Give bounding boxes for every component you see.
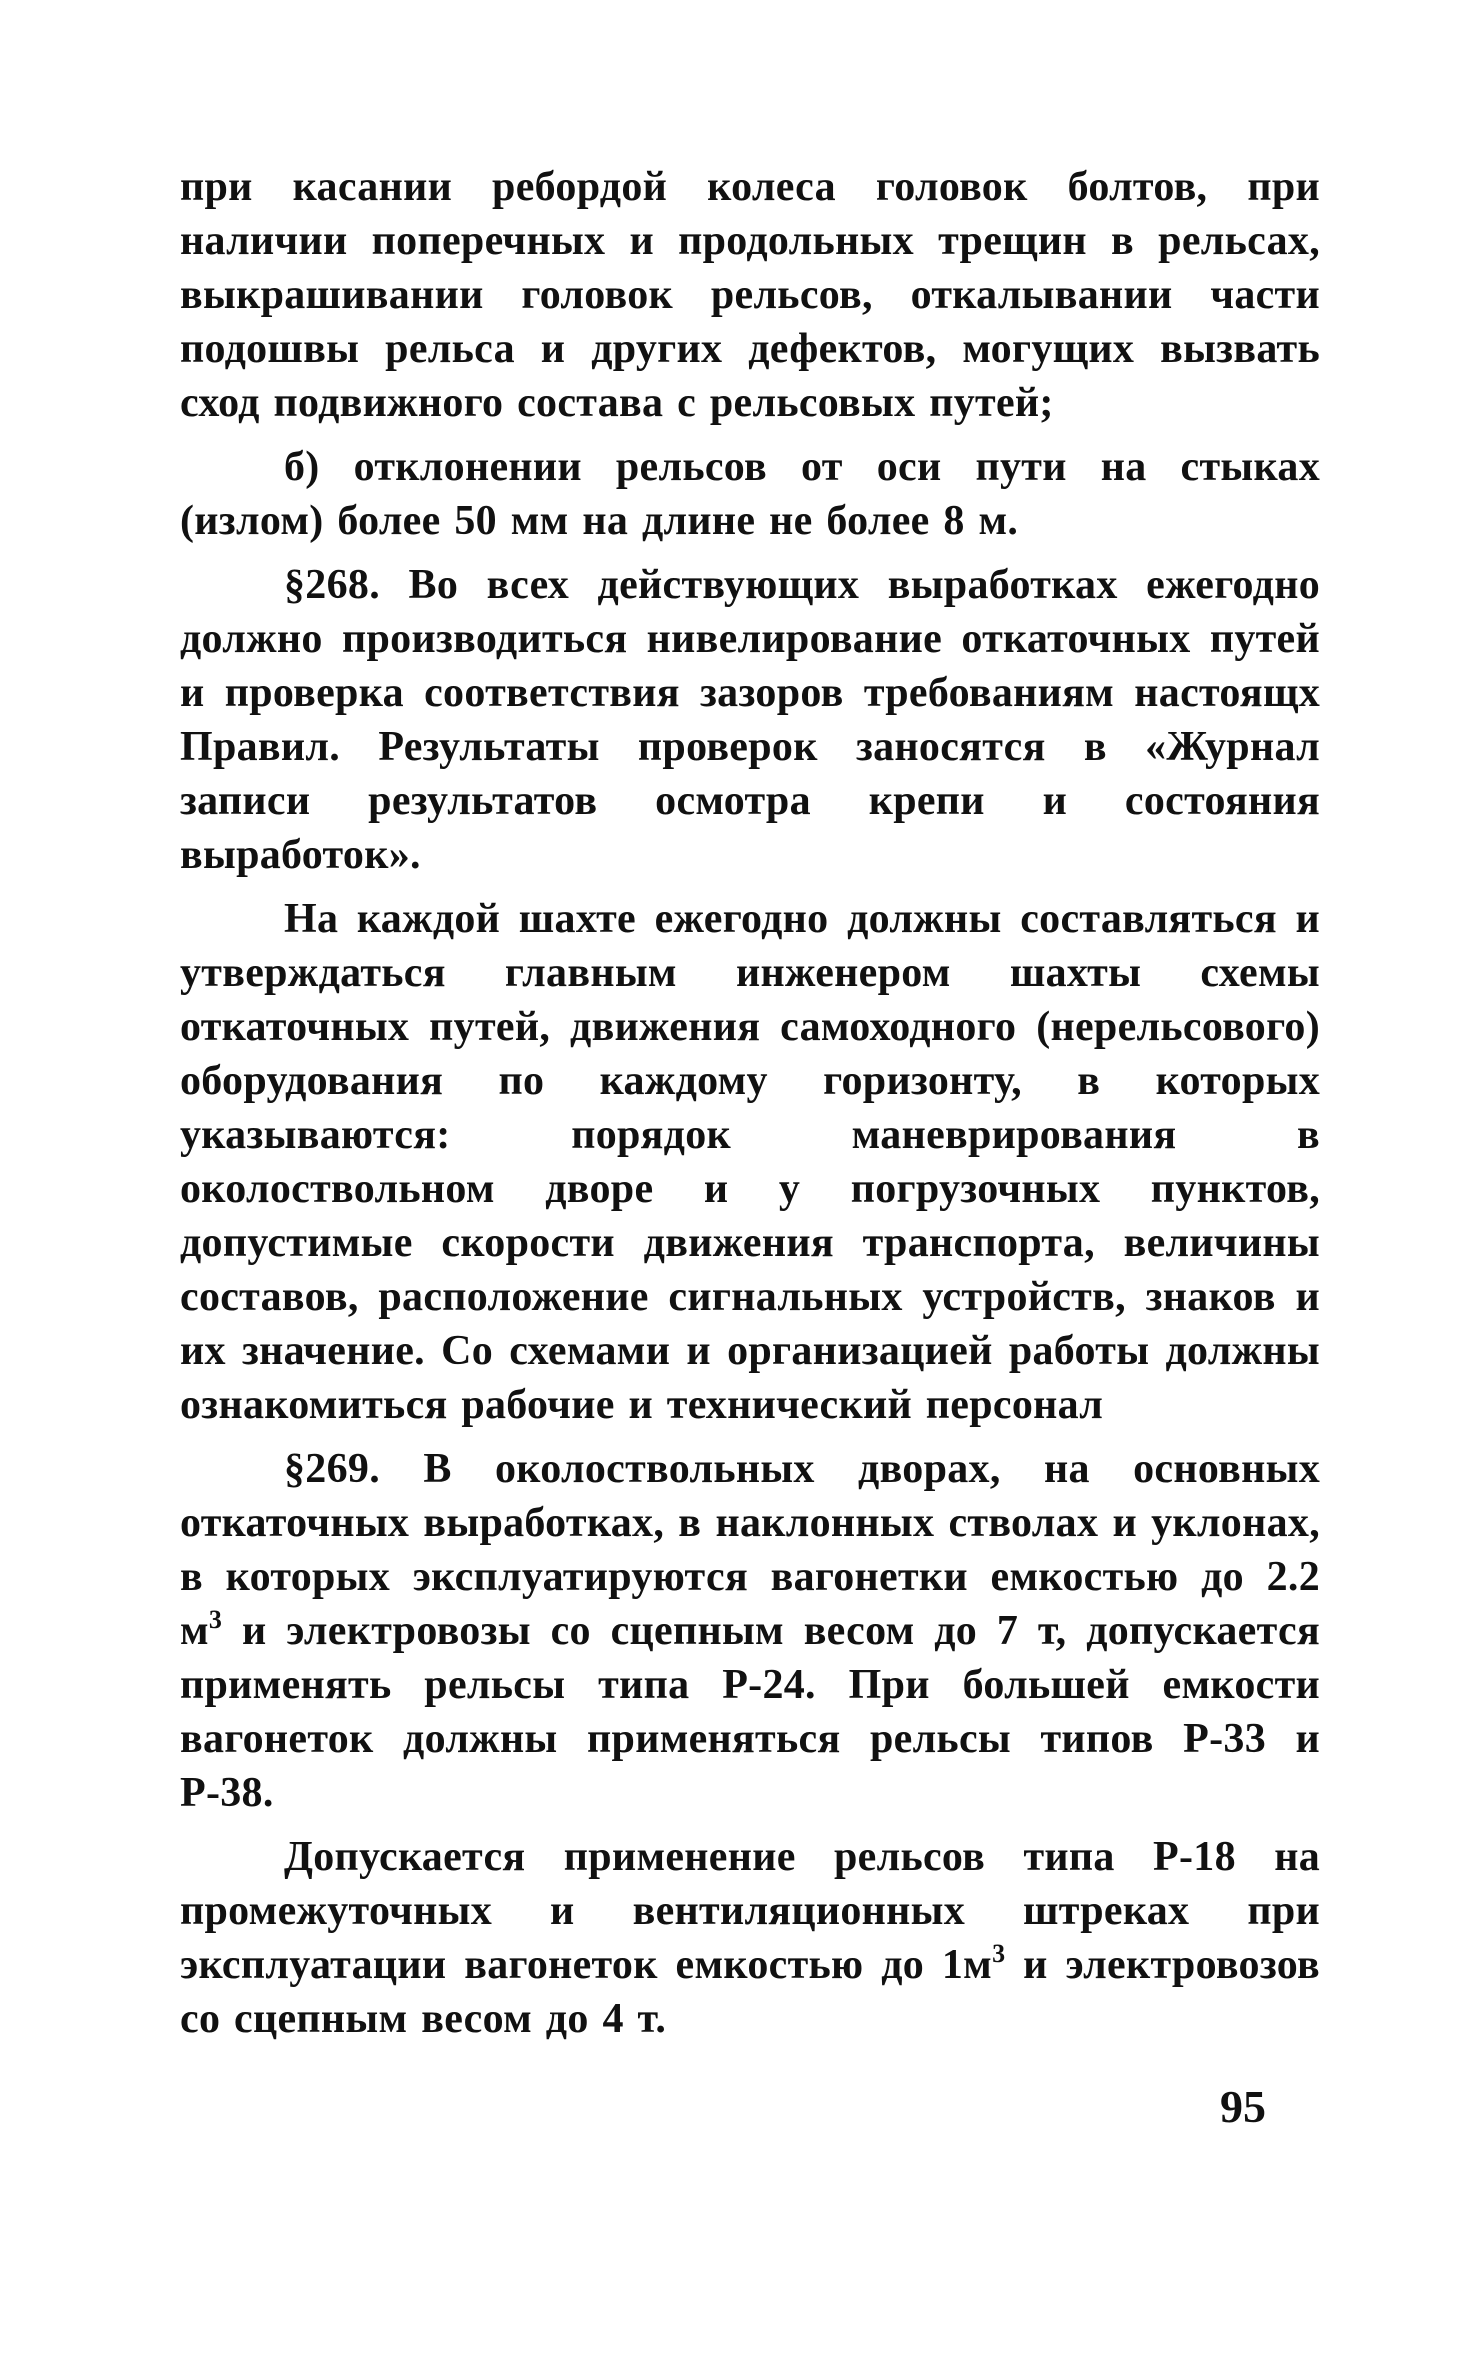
page-body [180, 160, 1320, 2056]
paragraph-2: б) отклонении рельсов от оси пути на стыках (излом) более 50 мм на длине не более 8 м. [180, 444, 1320, 544]
paragraph-section-269-part-2: и электровозы со сцепным весом до 7 т, допускается применять рельсы типа Р-24. При большей емкости вагонеток должны применяться рельсы типов Р-33 и Р-38. [180, 1608, 1320, 1816]
paragraph-1: при касании ребордой колеса головок болтов, при наличии поперечных и продольных трещин в рельсах, выкрашивании головок рельсов, откалывании части подошвы рельса и других дефектов, могущих вызвать сход подвижного состава с рельсовых путей; [180, 164, 1320, 426]
superscript-cubic: 3 [208, 1605, 223, 1634]
paragraph-schemes: На каждой шахте ежегодно должны составляться и утверждаться главным инженером шахты схемы откаточных путей, движения самоходного (нерельсового) оборудования по каждому горизонту, в которых указываются: порядок маневрирования в околоствольном дворе и у погрузочных пунктов, допустимые скорости движения транспорта, величины составов, расположение сигнальных устройств, знаков и их значение. Со схемами и организацией работы должны ознакомиться рабочие и технический персонал [180, 896, 1320, 1428]
paragraph-rail-r18-part-1: Допускается применение рельсов типа Р-18 на промежуточных и вентиляционных штреках при эксплуатации вагонеток емкостью до 1м [180, 1834, 1320, 1988]
paragraph-rail-r18 [180, 1830, 1320, 2046]
page-number: 95 [1220, 2081, 1266, 2132]
paragraph-section-269 [180, 1442, 1320, 1820]
paragraph-rail-r18-part-2: и электровозов со сцепным весом до 4 т. [180, 1942, 1320, 2042]
paragraph-section-268: §268. Во всех действующих выработках ежегодно должно производиться нивелирование откаточных путей и проверка соответствия зазоров требованиям настоящх Правил. Результаты проверок заносятся в «Журнал записи результатов осмотра крепи и состояния выработок». [180, 562, 1320, 878]
superscript-cubic: 3 [992, 1939, 1006, 1968]
paragraph-section-269-part-1: §269. В околоствольных дворах, на основных откаточных выработках, в наклонных стволах и уклонах, в которых эксплуатируются вагонетки емкостью до 2.2 м [180, 1446, 1320, 1654]
